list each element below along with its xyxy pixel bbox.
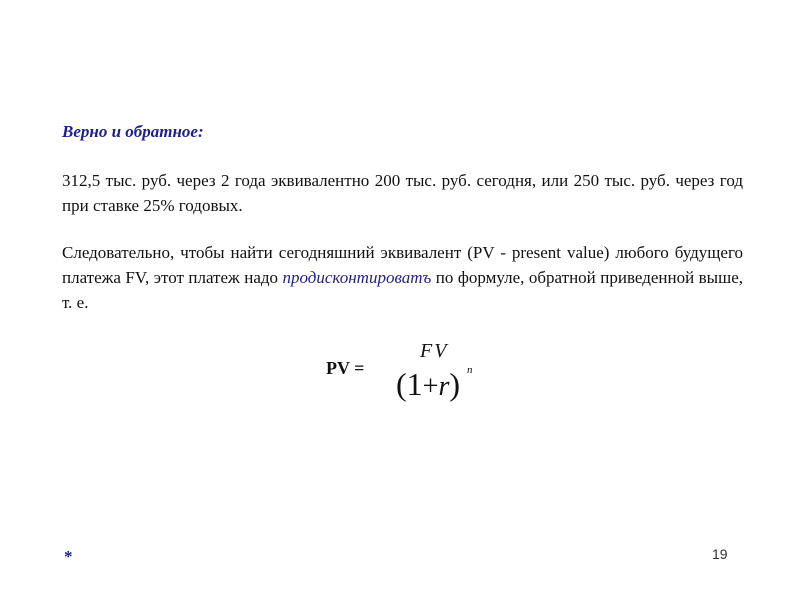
paragraph-discounting xyxy=(62,240,743,315)
slide-heading: Верно и обратное: xyxy=(62,122,204,141)
discount-term: продисконтироватъ xyxy=(282,268,432,287)
formula-den-close: ) xyxy=(449,366,461,402)
pv-formula xyxy=(396,338,486,416)
formula-exponent: n xyxy=(467,364,473,376)
formula-denominator xyxy=(396,366,460,403)
formula-label: PV = xyxy=(326,358,365,378)
paragraph-equivalence: 312,5 тыс. руб. через 2 года эквивалентно 200 тыс. руб. сегодня, или 250 тыс. руб. через год при ставке 25% годовых. xyxy=(62,171,743,215)
formula-den-var: r xyxy=(438,371,450,402)
formula-den-plus: + xyxy=(422,371,439,402)
paragraph-discounting-text-after: по формуле, обратной приведенной выше, т. е. xyxy=(62,268,743,312)
footer-asterisk: * xyxy=(64,547,73,566)
formula-den-open: (1 xyxy=(396,366,423,402)
formula-numerator: FV xyxy=(420,340,449,362)
page-number: 19 xyxy=(712,546,728,562)
paragraph-discounting-text-before: Следовательно, чтобы найти сегодняшний эквивалент (PV - present value) любого будущего платежа FV, этот платеж надо xyxy=(62,243,743,287)
